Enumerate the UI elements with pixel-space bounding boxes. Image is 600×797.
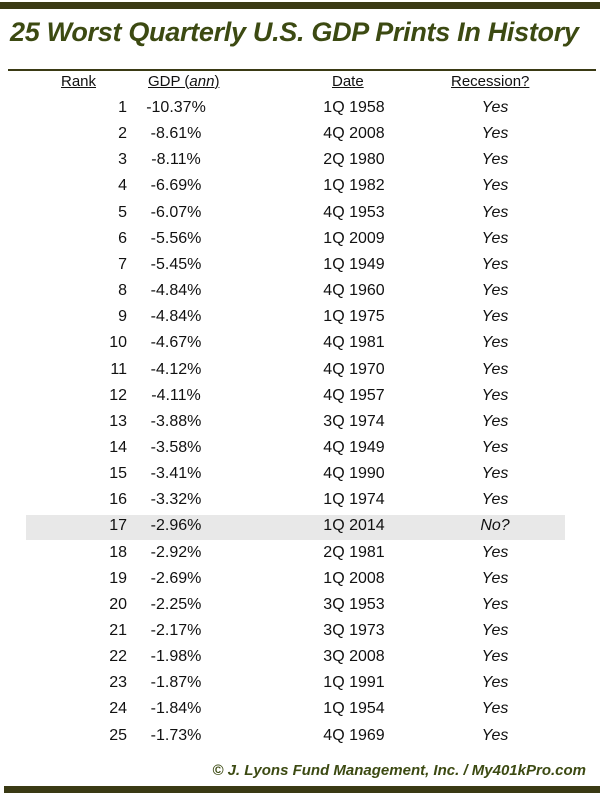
- cell-recession: Yes: [481, 282, 509, 300]
- cell-recession: Yes: [481, 674, 509, 692]
- cell-rank: 14: [109, 438, 127, 456]
- table-row: [26, 202, 565, 227]
- cell-recession: Yes: [481, 99, 509, 116]
- table-row: [26, 149, 565, 174]
- cell-recession: Yes: [481, 412, 509, 430]
- cell-recession: Yes: [481, 491, 509, 509]
- cell-gdp: -8.61%: [150, 125, 202, 143]
- table-row: [26, 568, 565, 593]
- cell-rank: 15: [109, 465, 127, 483]
- cell-rank: 25: [109, 726, 127, 744]
- table-row: [26, 359, 565, 384]
- cell-recession: Yes: [481, 622, 509, 639]
- header-gdp-prefix: GDP (: [148, 73, 190, 90]
- cell-recession: Yes: [481, 569, 509, 587]
- table-row: [26, 646, 565, 671]
- cell-rank: 20: [109, 595, 127, 613]
- table-row: [26, 97, 565, 122]
- cell-recession: Yes: [481, 203, 509, 221]
- cell-rank: 3: [118, 151, 127, 169]
- cell-rank: 24: [109, 700, 127, 718]
- cell-recession: Yes: [481, 438, 509, 456]
- cell-date: 1Q 2009: [323, 229, 385, 247]
- cell-rank: 4: [118, 177, 127, 195]
- cell-recession: Yes: [481, 726, 509, 744]
- title-divider: [8, 69, 596, 71]
- cell-date: 2Q 1981: [323, 543, 385, 561]
- cell-recession: Yes: [481, 700, 509, 718]
- cell-recession: Yes: [481, 386, 509, 404]
- cell-recession: Yes: [481, 308, 509, 326]
- cell-rank: 18: [109, 543, 127, 561]
- cell-gdp: -6.69%: [150, 177, 202, 195]
- table-row: [26, 594, 565, 619]
- cell-date: 1Q 1954: [323, 700, 385, 718]
- cell-date: 1Q 1991: [323, 674, 385, 692]
- cell-date: 3Q 1973: [323, 622, 385, 639]
- page-title: 25 Worst Quarterly U.S. GDP Prints In History: [10, 17, 579, 47]
- cell-rank: 9: [118, 308, 127, 326]
- cell-date: 4Q 1953: [323, 203, 385, 221]
- cell-rank: 23: [109, 674, 127, 692]
- table-row: [26, 437, 565, 462]
- cell-date: 1Q 2008: [323, 569, 385, 587]
- cell-rank: 19: [109, 569, 127, 587]
- cell-gdp: -3.32%: [150, 491, 202, 509]
- table-row: [26, 672, 565, 697]
- cell-date: 4Q 2008: [323, 125, 385, 143]
- cell-gdp: -4.11%: [151, 386, 201, 404]
- cell-recession: Yes: [481, 177, 509, 195]
- header-rank: Rank: [61, 73, 97, 90]
- table-row: [26, 463, 565, 488]
- cell-recession: Yes: [481, 543, 509, 561]
- cell-date: 1Q 1982: [323, 177, 385, 195]
- cell-rank: 13: [109, 412, 127, 430]
- table-row: [26, 123, 565, 148]
- cell-gdp: -3.88%: [150, 412, 202, 430]
- cell-date: 1Q 1974: [323, 491, 385, 509]
- bottom-bar: [4, 786, 600, 793]
- cell-gdp: -2.25%: [150, 595, 202, 613]
- table-row: [26, 332, 565, 357]
- cell-date: 2Q 1980: [323, 151, 385, 169]
- table-row: [26, 411, 565, 436]
- cell-date: 4Q 1960: [323, 282, 385, 300]
- top-bar: [0, 2, 600, 9]
- cell-gdp: -1.84%: [150, 700, 202, 718]
- cell-gdp: -3.41%: [150, 465, 202, 483]
- table-row: [26, 175, 565, 200]
- table-row: [26, 280, 565, 305]
- cell-rank: 10: [109, 334, 127, 352]
- cell-gdp: -8.11%: [151, 151, 201, 169]
- cell-recession: Yes: [481, 595, 509, 613]
- cell-rank: 16: [109, 491, 127, 509]
- header-gdp: [148, 73, 219, 90]
- table-row: [26, 542, 565, 567]
- cell-date: 1Q 1949: [323, 255, 385, 273]
- table-row: [26, 725, 565, 750]
- cell-gdp: -2.17%: [150, 622, 202, 639]
- cell-gdp: -2.92%: [150, 543, 202, 561]
- cell-rank: 7: [118, 255, 127, 273]
- cell-date: 4Q 1949: [323, 438, 385, 456]
- cell-gdp: -4.84%: [150, 308, 202, 326]
- cell-gdp: -5.45%: [150, 255, 202, 273]
- cell-gdp: -3.58%: [150, 438, 202, 456]
- cell-recession: Yes: [481, 255, 509, 273]
- cell-rank: 1: [118, 99, 127, 116]
- cell-gdp: -2.69%: [150, 569, 202, 587]
- cell-rank: 21: [109, 622, 127, 639]
- cell-date: 4Q 1990: [323, 465, 385, 483]
- cell-gdp: -4.12%: [150, 360, 202, 378]
- cell-gdp: -2.96%: [150, 517, 202, 535]
- cell-rank: 17: [109, 517, 127, 535]
- cell-date: 4Q 1957: [323, 386, 385, 404]
- table-row: [26, 698, 565, 723]
- cell-recession: No?: [480, 517, 510, 535]
- cell-rank: 11: [110, 360, 127, 378]
- cell-gdp: -4.67%: [150, 334, 202, 352]
- cell-rank: 22: [109, 648, 127, 666]
- cell-gdp: -10.37%: [146, 99, 206, 116]
- header-gdp-ann: ann: [189, 73, 215, 90]
- cell-recession: Yes: [481, 125, 509, 143]
- cell-date: 1Q 1975: [323, 308, 385, 326]
- table-row: [26, 385, 565, 410]
- header-gdp-suffix: ): [214, 73, 220, 90]
- table-row: [26, 620, 565, 645]
- table-row: [26, 515, 565, 540]
- cell-recession: Yes: [481, 360, 509, 378]
- header-recession: Recession?: [451, 73, 530, 90]
- table-row: [26, 228, 565, 253]
- cell-date: 4Q 1970: [323, 360, 385, 378]
- cell-date: 3Q 1953: [323, 595, 385, 613]
- cell-gdp: -1.87%: [150, 674, 202, 692]
- cell-gdp: -6.07%: [150, 203, 202, 221]
- cell-date: 3Q 1974: [323, 412, 385, 430]
- cell-date: 4Q 1969: [323, 726, 385, 744]
- cell-rank: 5: [118, 203, 127, 221]
- cell-date: 4Q 1981: [323, 334, 385, 352]
- cell-recession: Yes: [481, 151, 509, 169]
- cell-date: 1Q 2014: [323, 517, 385, 535]
- cell-rank: 2: [118, 125, 127, 143]
- cell-rank: 6: [118, 229, 127, 247]
- copyright-footer: © J. Lyons Fund Management, Inc. / My401kPro.com: [212, 762, 586, 779]
- table-row: [26, 306, 565, 331]
- table-row: [26, 489, 565, 514]
- table-row: [26, 254, 565, 279]
- cell-gdp: -1.73%: [150, 726, 202, 744]
- cell-gdp: -1.98%: [150, 648, 202, 666]
- cell-rank: 12: [109, 386, 127, 404]
- cell-recession: Yes: [481, 648, 509, 666]
- cell-date: 1Q 1958: [323, 99, 385, 116]
- header-date: Date: [332, 73, 364, 90]
- cell-rank: 8: [118, 282, 127, 300]
- cell-recession: Yes: [481, 465, 509, 483]
- cell-gdp: -5.56%: [150, 229, 202, 247]
- cell-recession: Yes: [481, 229, 509, 247]
- cell-gdp: -4.84%: [150, 282, 202, 300]
- cell-recession: Yes: [481, 334, 509, 352]
- cell-date: 3Q 2008: [323, 648, 385, 666]
